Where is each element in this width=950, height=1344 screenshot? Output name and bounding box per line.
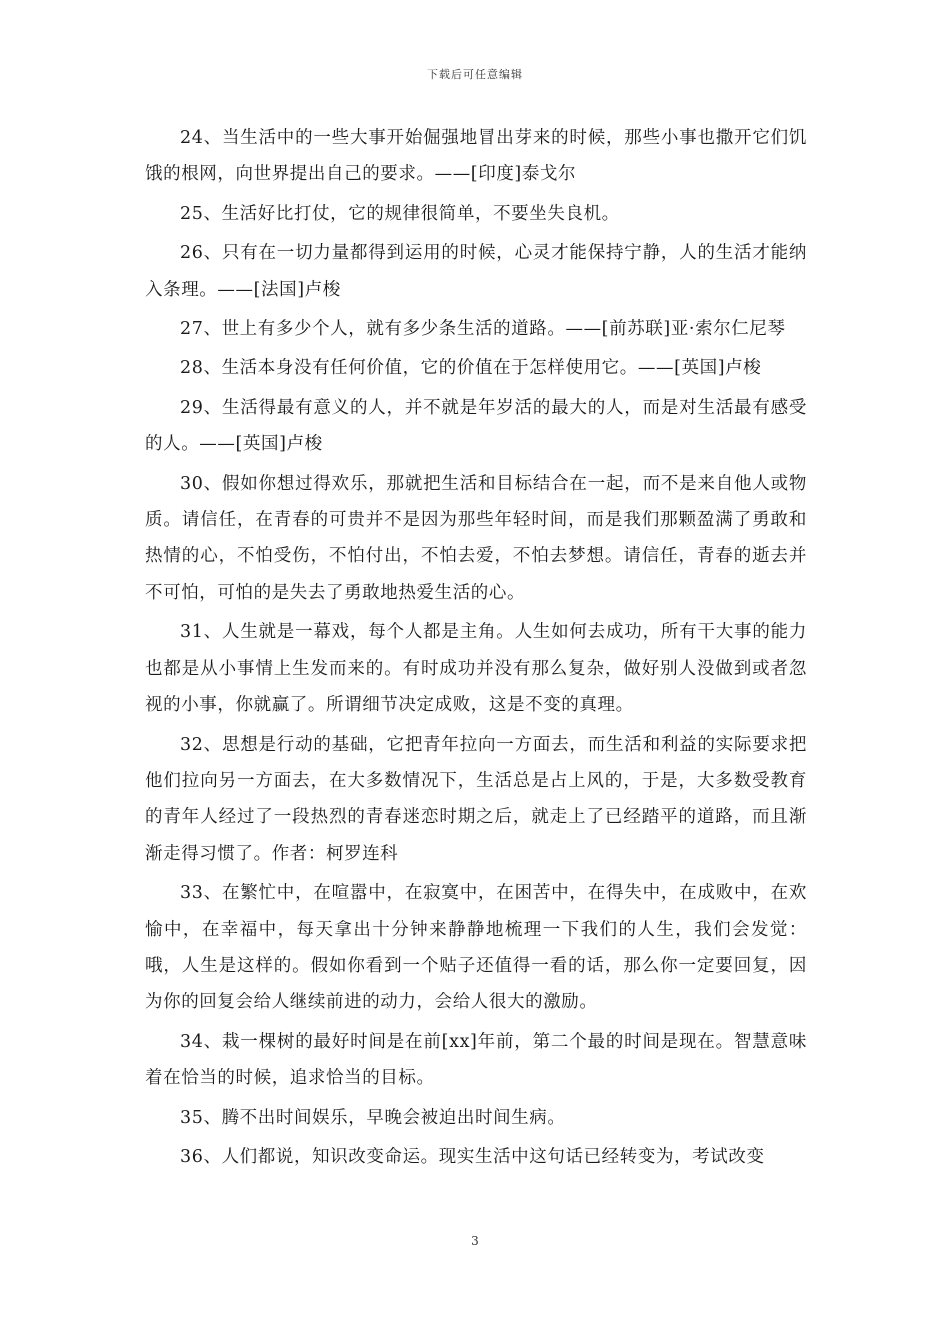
quote-paragraph-29: 29、生活得最有意义的人，并不就是年岁活的最大的人，而是对生活最有感受的人。——[英国]卢梭 bbox=[145, 397, 807, 455]
quote-paragraph-30: 30、假如你想过得欢乐，那就把生活和目标结合在一起，而不是来自他人或物质。请信任，在青春的可贵并不是因为那些年轻时间，而是我们那颗盈满了勇敢和热情的心，不怕受伤，不怕付出，不怕去爱，不怕去梦想。请信任，青春的逝去并不可怕，可怕的是失去了勇敢地热爱生活的心。 bbox=[145, 473, 807, 603]
document-body bbox=[145, 120, 807, 1178]
quote-paragraph-35: 35、腾不出时间娱乐，早晚会被迫出时间生病。 bbox=[180, 1107, 566, 1128]
quote-paragraph-27: 27、世上有多少个人，就有多少条生活的道路。——[前苏联]亚·索尔仁尼琴 bbox=[180, 319, 786, 340]
quote-paragraph-33: 33、在繁忙中，在喧嚣中，在寂寞中，在困苦中，在得失中，在成败中，在欢愉中，在幸福中，每天拿出十分钟来静静地梳理一下我们的人生，我们会发觉：哦，人生是这样的。假如你看到一个贴子还值得一看的话，那么你一定要回复，因为你的回复会给人继续前进的动力，会给人很大的激励。 bbox=[145, 883, 807, 1013]
quote-paragraph-31: 31、人生就是一幕戏，每个人都是主角。人生如何去成功，所有干大事的能力也都是从小事情上生发而来的。有时成功并没有那么复杂，做好别人没做到或者忽视的小事，你就赢了。所谓细节决定成败，这是不变的真理。 bbox=[145, 622, 807, 716]
page-header: 下载后可任意编辑 bbox=[427, 68, 523, 81]
quote-paragraph-32: 32、思想是行动的基础，它把青年拉向一方面去，而生活和利益的实际要求把他们拉向另一方面去，在大多数情况下，生活总是占上风的，于是，大多数受教育的青年人经过了一段热烈的青春迷恋时期之后，就走上了已经踏平的道路，而且渐渐走得习惯了。作者：柯罗连科 bbox=[145, 734, 807, 864]
quote-paragraph-26: 26、只有在一切力量都得到运用的时候，心灵才能保持宁静，人的生活才能纳入条理。——[法国]卢梭 bbox=[145, 243, 807, 300]
quote-paragraph-34: 34、栽一棵树的最好时间是在前[xx]年前，第二个最的时间是现在。智慧意味着在恰当的时候，追求恰当的目标。 bbox=[145, 1031, 807, 1089]
quote-paragraph-28: 28、生活本身没有任何价值，它的价值在于怎样使用它。——[英国]卢梭 bbox=[180, 358, 762, 379]
quote-paragraph-25: 25、生活好比打仗，它的规律很简单，不要坐失良机。 bbox=[180, 203, 620, 224]
quote-paragraph-36: 36、人们都说，知识改变命运。现实生活中这句话已经转变为，考试改变 bbox=[180, 1146, 765, 1167]
quote-paragraph-24: 24、当生活中的一些大事开始倔强地冒出芽来的时候，那些小事也撒开它们饥饿的根网，向世界提出自己的要求。——[印度]泰戈尔 bbox=[145, 128, 807, 185]
page-number: 3 bbox=[471, 1234, 479, 1248]
